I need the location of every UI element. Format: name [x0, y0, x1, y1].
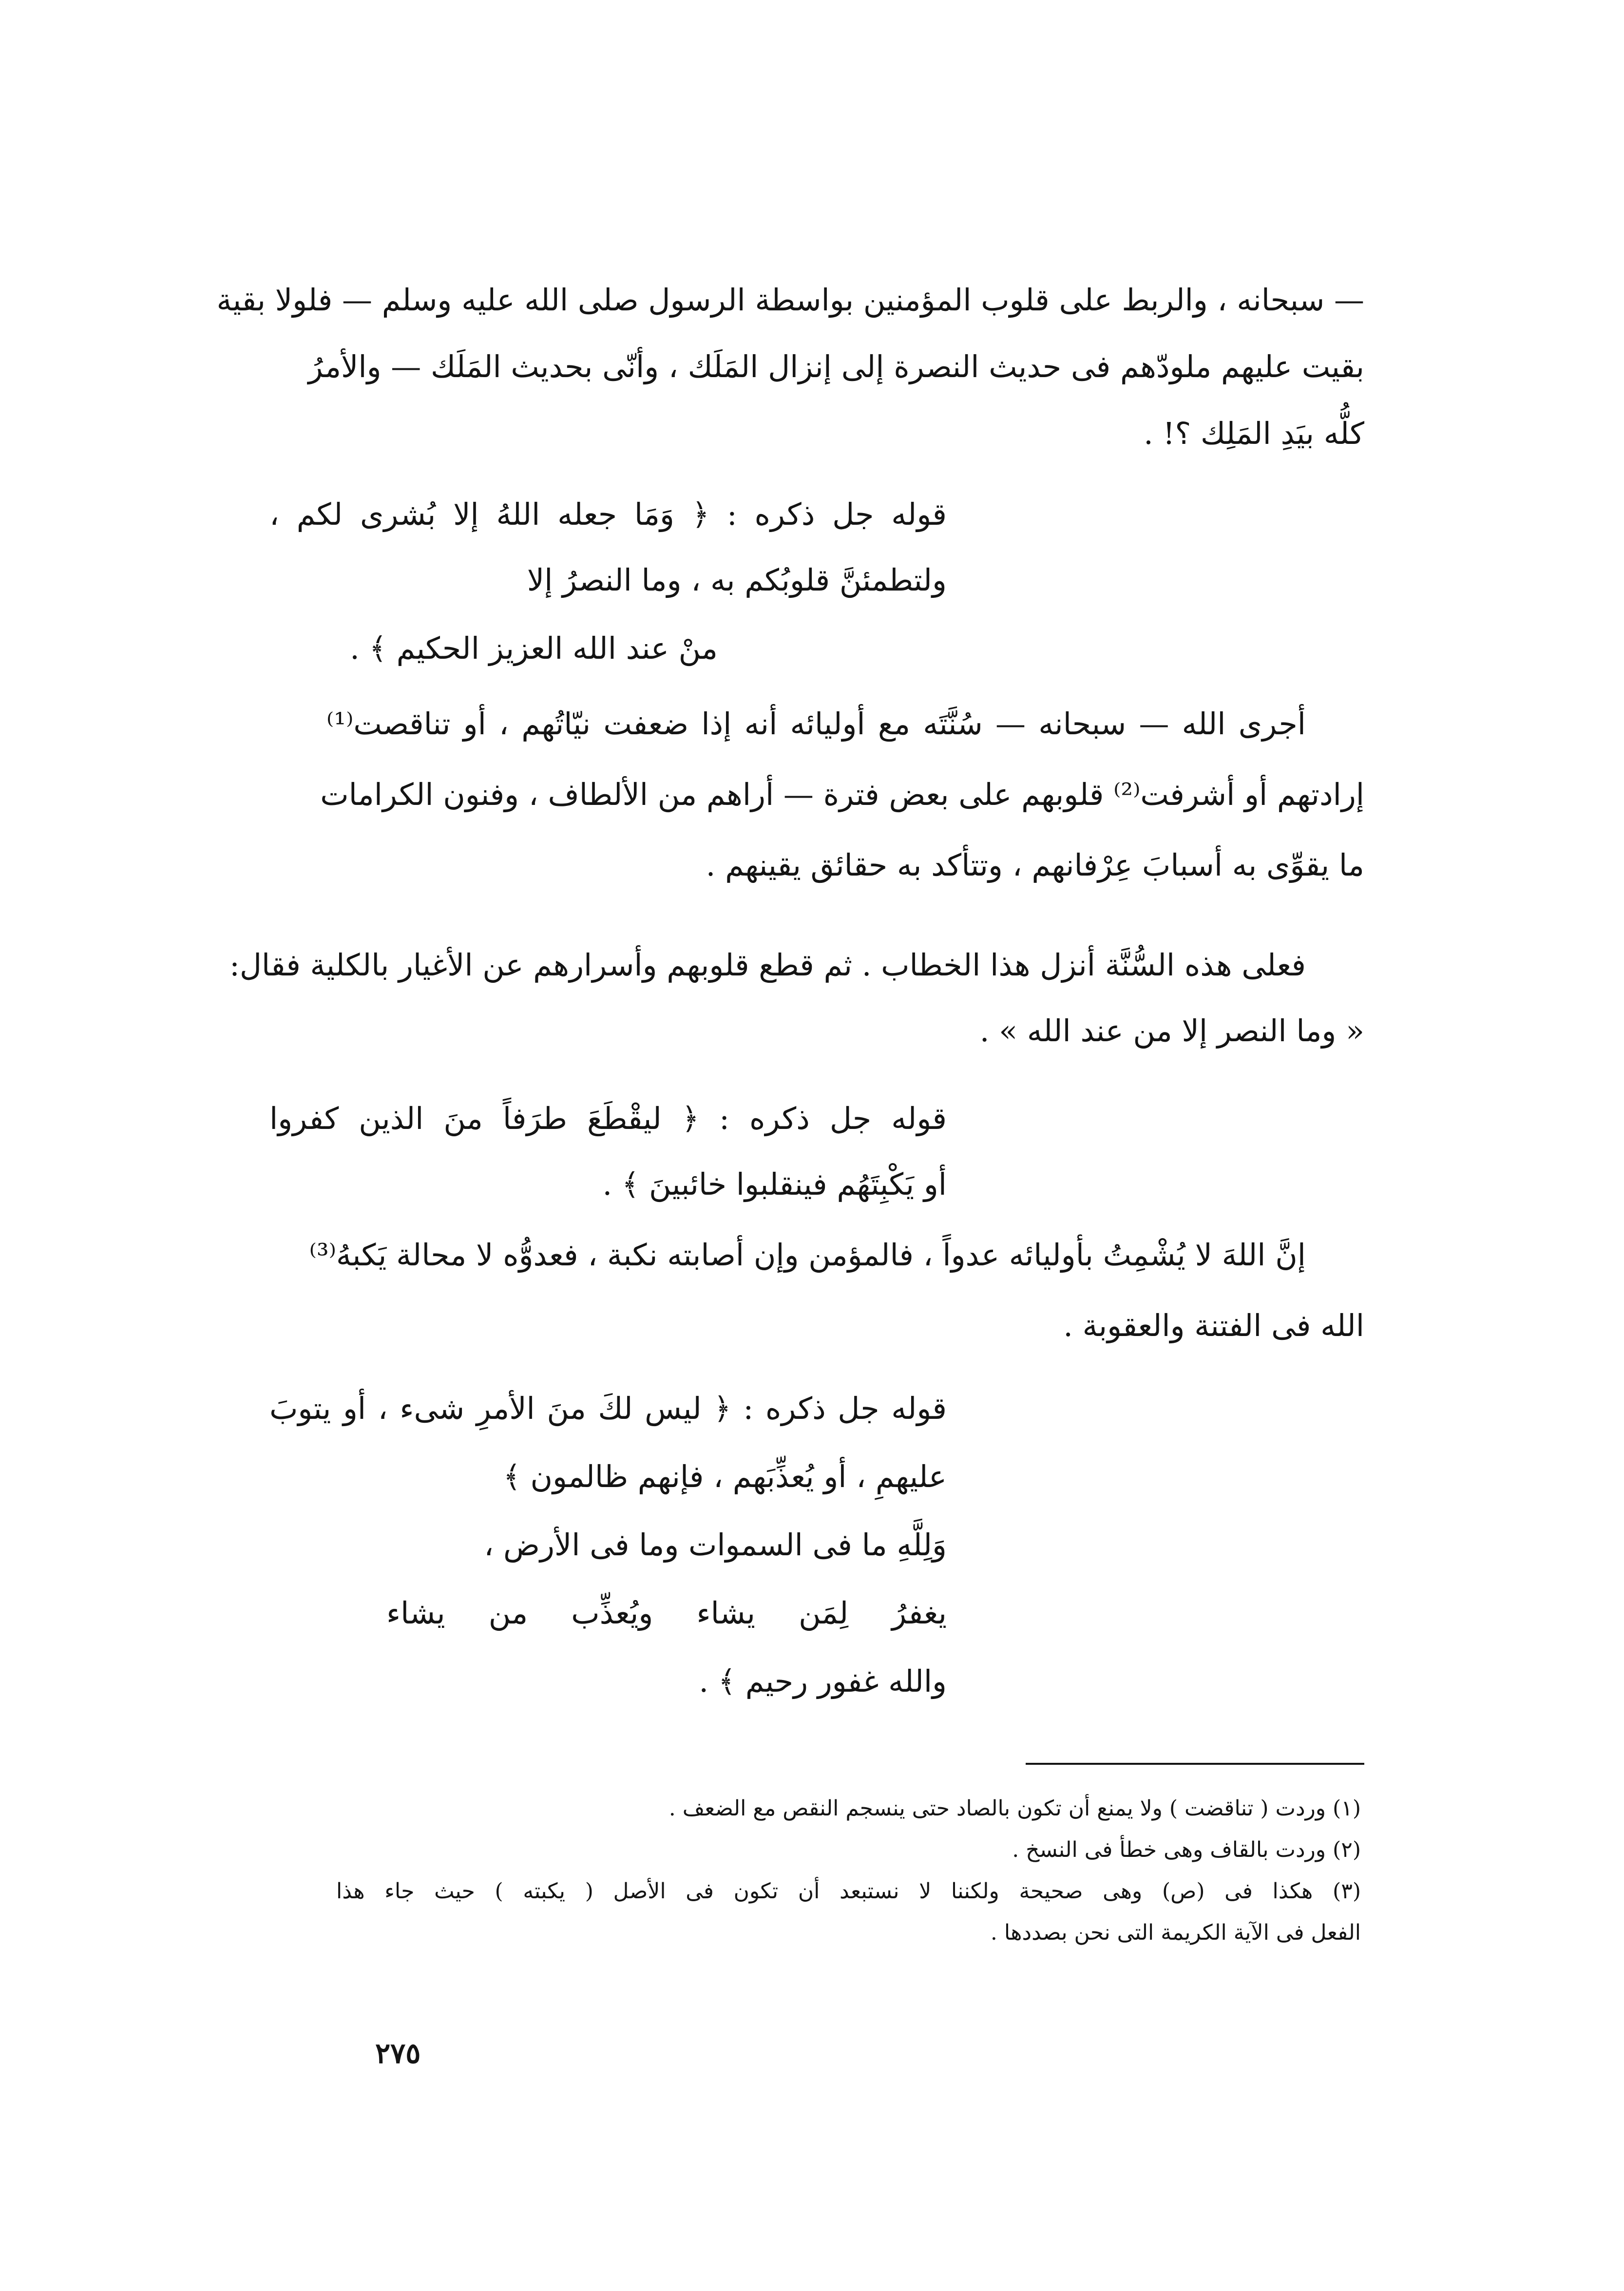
footnote-2	[1012, 1839, 1361, 1861]
paragraph-2-line-3	[706, 847, 1364, 883]
verse-heading-2	[269, 1101, 947, 1136]
text-line: كلُّه بيَدِ المَلِك ؟! .	[1144, 416, 1364, 451]
verse-heading-2-line-2	[602, 1166, 947, 1202]
verse-heading-3-line-2	[503, 1459, 947, 1494]
verse-heading-3-line-3	[484, 1527, 947, 1563]
verse-line: وَلِلَّهِ ما فى السموات وما فى الأرض ،	[484, 1527, 947, 1563]
paragraph-1-line-2	[308, 349, 1364, 384]
footnote-line: (٢) وردت بالقاف وهى خطأ فى النسخ .	[1012, 1837, 1361, 1862]
text-line: فعلى هذه السُّنَّة أنزل هذا الخطاب . ثم قطع قلوبهم وأسرارهم عن الأغيار بالكلية فقال:	[229, 947, 1306, 983]
footnote-separator	[1026, 1763, 1364, 1765]
verse-heading-3-line-4	[386, 1595, 947, 1631]
verse-line: قوله جل ذكره : ﴿ ليس لكَ منَ الأمرِ شىء ، أو يتوبَ	[269, 1391, 947, 1426]
verse-line: منْ عند الله العزيز الحكيم ﴾ .	[350, 630, 718, 666]
text-line: الله فى الفتنة والعقوبة .	[1063, 1308, 1364, 1343]
paragraph-4	[309, 1237, 1306, 1273]
page-number: ٢٧٥	[375, 2037, 421, 2070]
text-line: إرادتهم أو أشرفت⁽²⁾ قلوبهم على بعض فترة — أراهم من الألطاف ، وفنون الكرامات	[320, 777, 1364, 812]
text-line: أجرى الله — سبحانه — سُنَّتَه مع أوليائه أنه إذا ضعفت نيّاتُهم ، أو تناقصت⁽¹⁾	[326, 706, 1306, 742]
verse-line: عليهمِ ، أو يُعذِّبَهم ، فإنهم ظالمون ﴾	[503, 1459, 947, 1494]
verse-heading-3-line-5	[699, 1663, 947, 1699]
verse-line: قوله جل ذكره : ﴿ ليقْطَعَ طرَفاً منَ الذين كفروا	[269, 1101, 947, 1136]
paragraph-1	[216, 282, 1364, 318]
paragraph-2	[326, 706, 1306, 742]
paragraph-4-line-2	[1063, 1308, 1364, 1343]
verse-line: قوله جل ذكره : ﴿ وَمَا جعله اللهُ إلا بُشرى لكم ،	[269, 496, 947, 532]
verse-heading-3	[269, 1391, 947, 1426]
paragraph-3	[229, 947, 1306, 983]
verse-line: والله غفور رحيم ﴾ .	[699, 1663, 947, 1699]
verse-line: يغفرُ لِمَن يشاء ويُعذِّب من يشاء	[386, 1595, 947, 1631]
text-line: — سبحانه ، والربط على قلوب المؤمنين بواسطة الرسول صلى الله عليه وسلم — فلولا بقية	[216, 282, 1364, 318]
footnote-3-line-2	[991, 1922, 1361, 1944]
paragraph-1-line-3	[1144, 416, 1364, 451]
verse-heading-1-line-2	[527, 562, 947, 598]
text-line: إنَّ اللهَ لا يُشْمِتُ بأوليائه عدواً ، فالمؤمن وإن أصابته نكبة ، فعدوُّه لا محالة يَكبهُ⁽³⁾	[309, 1237, 1306, 1273]
footnote-3	[336, 1881, 1361, 1902]
footnote-line: (٣) هكذا فى (ص) وهى صحيحة ولكننا لا نستبعد أن تكون فى الأصل ( يكبته ) حيث جاء هذا	[336, 1879, 1361, 1904]
verse-line: ولتطمئنَّ قلوبُكم به ، وما النصرُ إلا	[527, 562, 947, 598]
footnote-1	[669, 1798, 1361, 1819]
verse-heading-1-line-3	[350, 630, 718, 666]
text-line: بقيت عليهم ملودّهم فى حديث النصرة إلى إنزال المَلَك ، وأنّى بحديث المَلَك — والأمرُ	[308, 349, 1364, 384]
text-line: ما يقوِّى به أسبابَ عِرْفانهم ، وتتأكد به حقائق يقينهم .	[706, 847, 1364, 883]
verse-heading-1	[269, 496, 947, 532]
footnote-line: الفعل فى الآية الكريمة التى نحن بصددها .	[990, 1920, 1361, 1945]
footnote-line: (١) وردت ( تناقضت ) ولا يمنع أن تكون بالصاد حتى ينسجم النقص مع الضعف .	[669, 1796, 1361, 1821]
verse-line: أو يَكْبِتَهُم فينقلبوا خائبينَ ﴾ .	[602, 1166, 947, 1202]
paragraph-2-line-2	[320, 777, 1364, 812]
text-line: « وما النصر إلا من عند الله » .	[979, 1013, 1364, 1049]
paragraph-3-line-2	[979, 1013, 1364, 1049]
